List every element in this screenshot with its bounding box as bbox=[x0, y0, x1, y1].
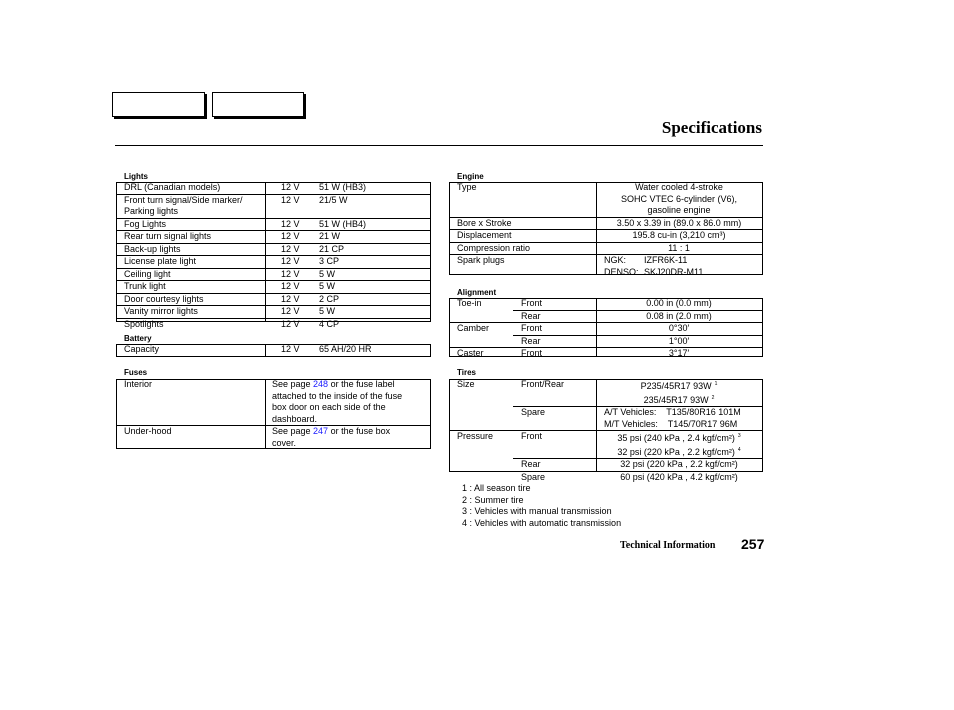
engine-table bbox=[449, 182, 762, 278]
next-page-button[interactable] bbox=[212, 92, 304, 117]
table-row: Rear 0.08 in (2.0 mm) bbox=[449, 310, 762, 323]
lights-col-divider bbox=[265, 182, 266, 322]
page-number: 257 bbox=[741, 536, 765, 552]
table-row: Spare 60 psi (420 kPa , 4.2 kgf/cm²) bbox=[449, 471, 762, 483]
table-row: License plate light 12 V 3 CP bbox=[116, 256, 430, 269]
table-row: Toe-in Front 0.00 in (0.0 mm) bbox=[457, 298, 712, 308]
table-row: Rear turn signal lights 12 V 21 W bbox=[116, 231, 430, 244]
alignment-heading: Alignment bbox=[457, 288, 497, 297]
previous-page-button[interactable] bbox=[112, 92, 205, 117]
table-row: Rear 1°00′ bbox=[449, 335, 762, 348]
footer-section-label: Technical Information bbox=[620, 540, 716, 551]
table-row: Caster Front 3°17′ bbox=[449, 348, 762, 360]
engine-col-divider bbox=[596, 182, 597, 275]
fuses-col-divider bbox=[265, 379, 266, 449]
table-row: Door courtesy lights 12 V 2 CP bbox=[116, 293, 430, 306]
table-row: Compression ratio 11 : 1 bbox=[449, 242, 762, 255]
table-row: Back-up lights 12 V 21 CP bbox=[116, 243, 430, 256]
footnote: 3 : Vehicles with manual transmission bbox=[462, 506, 612, 517]
title-rule bbox=[115, 145, 763, 146]
footnote: 2 : Summer tire bbox=[462, 494, 524, 505]
table-row: Displacement 195.8 cu-in (3,210 cm³) bbox=[449, 230, 762, 243]
fuse-page-link[interactable]: 247 bbox=[313, 426, 329, 436]
table-row: Bore x Stroke 3.50 x 3.39 in (89.0 x 86.0 mm) bbox=[449, 217, 762, 230]
table-row: Interior See page 248 or the fuse label attached to the inside of the fuse box door on each side of the dashboard. bbox=[124, 379, 403, 424]
tires-table bbox=[449, 379, 762, 483]
table-row: Camber Front 0°30′ bbox=[449, 323, 762, 336]
table-row: Ceiling light 12 V 5 W bbox=[116, 268, 430, 281]
footnote: 1 : All season tire bbox=[462, 483, 531, 493]
battery-col-divider bbox=[265, 344, 266, 357]
tires-heading: Tires bbox=[457, 368, 476, 377]
table-row: Pressure Front 35 psi (240 kPa , 2.4 kgf/cm²) $^3$ 32 psi (220 kPa , 2.2 kgf/cm²) $^4$ bbox=[449, 431, 762, 459]
table-row: Rear 32 psi (220 kPa , 2.2 kgf/cm²) bbox=[449, 459, 762, 472]
fuses-table bbox=[116, 379, 430, 449]
alignment-col-divider bbox=[596, 298, 597, 357]
battery-table bbox=[116, 344, 430, 356]
table-row: Vanity mirror lights 12 V 5 W bbox=[116, 306, 430, 319]
table-row: Spark plugs NGK: IZFR6K-11 DENSO: SKJ20DR-M11 bbox=[449, 255, 762, 279]
tires-col-divider bbox=[596, 379, 597, 472]
table-row: Trunk light 12 V 5 W bbox=[116, 281, 430, 294]
table-row: Size Front/Rear P235/45R17 93W $^1$ 235/45R17 93W $^2$ bbox=[457, 379, 718, 405]
fuses-heading: Fuses bbox=[124, 368, 148, 377]
table-row: Under-hood See page 247 or the fuse box cover. bbox=[116, 426, 430, 450]
battery-heading: Battery bbox=[124, 334, 152, 343]
footnotes bbox=[462, 483, 621, 529]
page-title: Specifications bbox=[661, 118, 762, 137]
lights-heading: Lights bbox=[124, 172, 148, 181]
table-row: Capacity 12 V 65 AH/20 HR bbox=[124, 344, 372, 354]
table-row: Fog Lights 12 V 51 W (HB4) bbox=[116, 218, 430, 231]
table-row: Type Water cooled 4-stroke SOHC VTEC 6-cylinder (V6), gasoline engine bbox=[457, 182, 738, 215]
engine-heading: Engine bbox=[457, 172, 484, 181]
table-row: DRL (Canadian models) 12 V 51 W (HB3) bbox=[124, 182, 367, 192]
table-row: Spare A/T Vehicles: T135/80R16 101M M/T Vehicles: T145/70R17 96M bbox=[449, 407, 762, 431]
table-row: Front turn signal/Side marker/ Parking lights 12 V 21/5 W bbox=[116, 194, 430, 218]
table-row: Spotlights 12 V 4 CP bbox=[116, 318, 430, 330]
alignment-table bbox=[449, 298, 762, 360]
lights-table bbox=[116, 182, 430, 330]
fuse-page-link[interactable]: 248 bbox=[313, 379, 329, 389]
footnote: 4 : Vehicles with automatic transmission bbox=[462, 517, 622, 528]
